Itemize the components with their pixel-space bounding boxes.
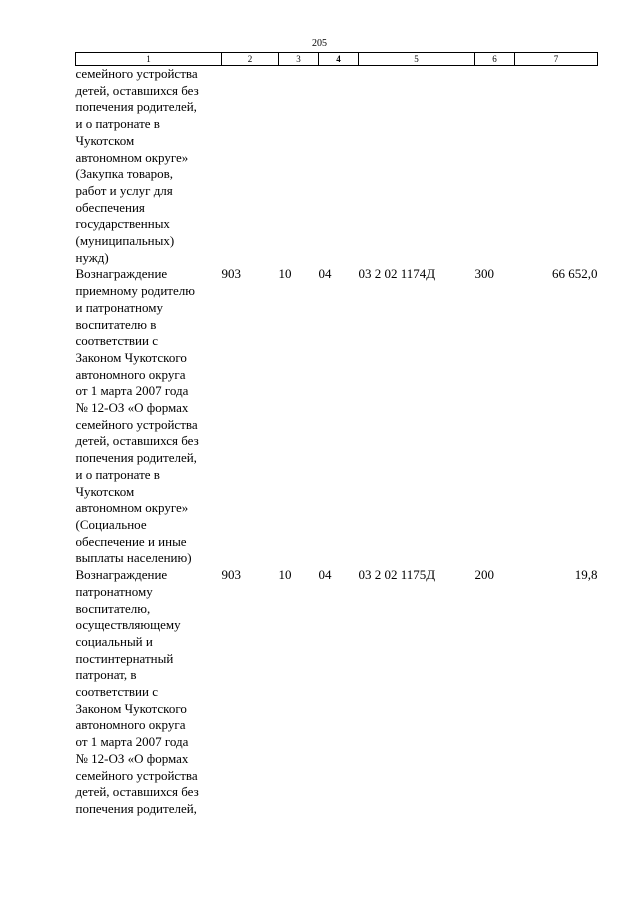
description-line: детей, оставшихся без	[75, 784, 199, 800]
description-line: социальный и	[75, 633, 153, 649]
description-line: детей, оставшихся без	[75, 433, 199, 449]
ministry-code: 903	[221, 266, 241, 282]
description-line: попечения родителей,	[75, 800, 197, 816]
subsection-code	[319, 66, 359, 267]
amount-value: 66 652,0	[552, 266, 598, 282]
budget-table	[75, 52, 598, 818]
expense-type-code: 300	[474, 266, 494, 282]
column-header-1: 1	[76, 53, 222, 66]
description-line: обеспечение и иные	[75, 533, 187, 549]
table-body	[76, 66, 598, 818]
description-line: автономного округа	[75, 717, 186, 733]
target-item-code	[359, 66, 475, 267]
expense-type-code	[475, 66, 515, 267]
expense-description	[76, 567, 222, 818]
description-line: приемному родителю	[75, 283, 195, 299]
column-header-5: 5	[359, 53, 475, 66]
description-line: попечения родителей,	[75, 99, 197, 115]
column-header-6: 6	[475, 53, 515, 66]
target-item-code: 03 2 02 1175Д	[358, 567, 436, 583]
table-header	[76, 53, 598, 66]
description-line: патронат, в	[75, 667, 137, 683]
description-line: воспитателю в	[75, 316, 157, 332]
ministry-code: 903	[221, 567, 241, 583]
page-number: 205	[312, 38, 327, 49]
subsection-code: 04	[318, 567, 332, 583]
description-line: нужд)	[75, 249, 109, 265]
description-line: осуществляющему	[75, 617, 181, 633]
description-line: автономном округе»	[75, 500, 189, 516]
column-header-4: 4	[319, 53, 359, 66]
description-line: Вознаграждение	[75, 567, 168, 583]
description-line: семейного устройства	[75, 66, 198, 81]
description-line: от 1 марта 2007 года	[75, 734, 189, 750]
column-number-row	[76, 53, 598, 66]
amount-value	[515, 66, 598, 267]
description-line: автономного округа	[75, 366, 186, 382]
description-line: (Закупка товаров,	[75, 166, 173, 182]
description-line: попечения родителей,	[75, 450, 197, 466]
description-line: соответствии с	[75, 684, 158, 700]
table-row	[76, 266, 598, 567]
description-line: Вознаграждение	[75, 266, 168, 282]
description-line: (муниципальных)	[75, 233, 175, 249]
description-line: Чукотском	[75, 132, 135, 148]
expense-type-code: 200	[474, 567, 494, 583]
section-code	[279, 66, 319, 267]
description-line: и патронатному	[75, 299, 163, 315]
target-item-code: 03 2 02 1174Д	[358, 266, 436, 282]
description-line: (Социальное	[75, 516, 147, 532]
description-line: Законом Чукотского	[75, 349, 187, 365]
expense-description	[76, 66, 222, 267]
description-line: № 12-ОЗ «О формах	[75, 750, 189, 766]
description-line: государственных	[75, 216, 170, 232]
description-line: автономном округе»	[75, 149, 189, 165]
description-line: патронатному	[75, 583, 153, 599]
description-line: работ и услуг для	[75, 182, 173, 198]
description-line: № 12-ОЗ «О формах	[75, 400, 189, 416]
subsection-code: 04	[318, 266, 332, 282]
description-line: и о патронате в	[75, 116, 160, 132]
ministry-code	[222, 66, 279, 267]
description-line: воспитателю,	[75, 600, 151, 616]
description-line: семейного устройства	[75, 767, 198, 783]
description-line: семейного устройства	[75, 416, 198, 432]
description-line: постинтернатный	[75, 650, 174, 666]
description-line: детей, оставшихся без	[75, 82, 199, 98]
column-header-2: 2	[222, 53, 279, 66]
section-code: 10	[278, 266, 292, 282]
description-line: выплаты населению)	[75, 550, 192, 566]
column-header-7: 7	[515, 53, 598, 66]
description-line: от 1 марта 2007 года	[75, 383, 189, 399]
description-line: Чукотском	[75, 483, 135, 499]
expense-description	[76, 266, 222, 567]
amount-value: 19,8	[574, 567, 598, 583]
description-line: соответствии с	[75, 333, 158, 349]
description-line: и о патронате в	[75, 466, 160, 482]
description-line: Законом Чукотского	[75, 700, 187, 716]
section-code: 10	[278, 567, 292, 583]
column-header-3: 3	[279, 53, 319, 66]
description-line: обеспечения	[75, 199, 145, 215]
table-row	[76, 567, 598, 818]
table-row	[76, 66, 598, 267]
